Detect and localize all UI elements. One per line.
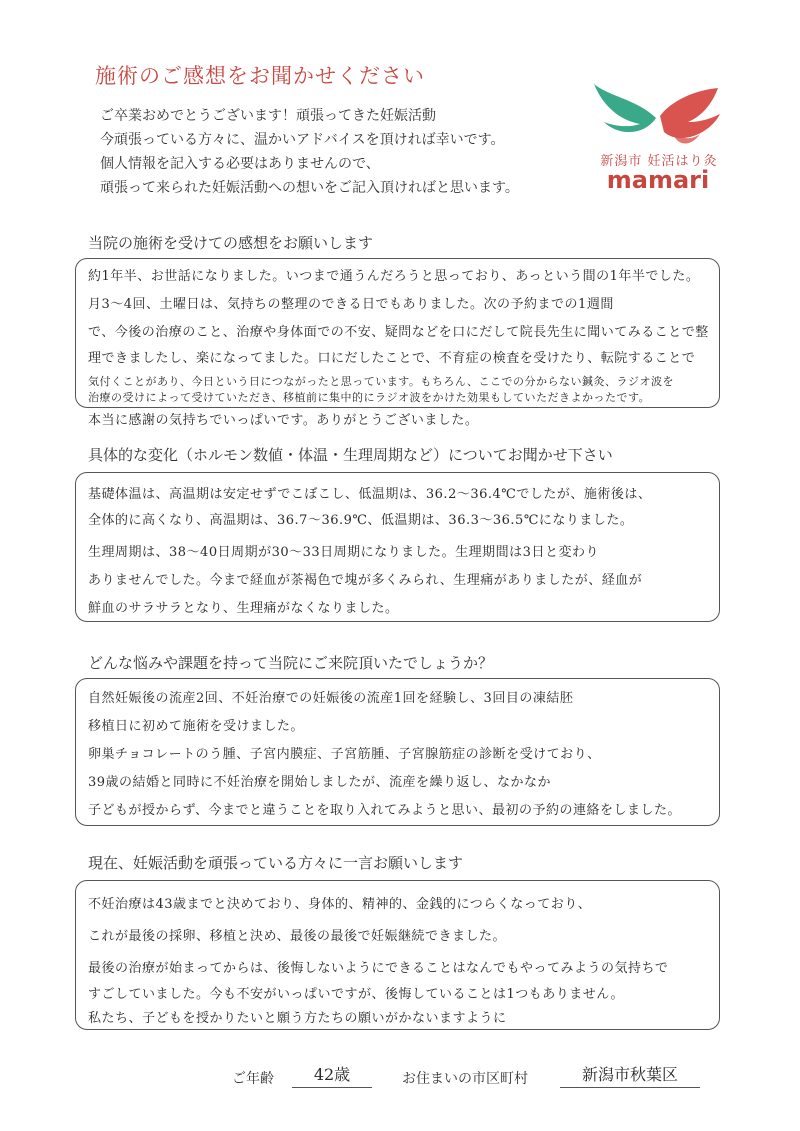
question-label: 現在、妊娠活動を頑張っている方々に一言お願いします (88, 854, 464, 872)
answer-line: 全体的に高くなり、高温期は、36.7〜36.9℃、低温期は、36.3〜36.5℃になりました。 (88, 513, 634, 528)
question-label: 当院の施術を受けての感想をお願いします (88, 234, 374, 252)
intro-line: 頑張って来られた妊娠活動への想いをご記入頂ければと思います。 (100, 180, 519, 196)
bird-wings-icon (588, 70, 728, 150)
answer-box (75, 472, 720, 622)
age-value: 42歳 (292, 1062, 372, 1088)
answer-line: で、今後の治療のこと、治療や身体面での不安、疑問などを口にだして院長先生に聞いてみることで整 (88, 325, 709, 340)
answer-line: 約1年半、お世話になりました。いつまで通うんだろうと思っており、あっという間の1年半でした。 (88, 269, 700, 284)
age-label: ご年齢 (232, 1071, 274, 1087)
answer-line: 鮮血のサラサラとなり、生理痛がなくなりました。 (88, 601, 399, 616)
answer-line: 最後の治療が始まってからは、後悔しないようにできることはなんでもやってみようの気持ちで (88, 961, 669, 976)
answer-line: 治療の受けによって受けていただき、移植前に集中的にラジオ波をかけた効果もしていただきよかったです。 (88, 391, 651, 404)
answer-line: 理できましたし、楽になってました。口にだしたことで、不育症の検査を受けたり、転院することで (88, 351, 696, 366)
answer-box (75, 880, 720, 1030)
intro-line: 今頑張っている方々に、温かいアドバイスを頂ければ幸いです。 (100, 132, 505, 148)
answer-box (75, 678, 720, 826)
logo-brand: mamari (606, 166, 710, 194)
answer-line: 気付くことがあり、今日という日につながったと思っています。もちろん、ここでの分からない鍼灸、ラジオ波を (88, 375, 675, 388)
answer-line: 私たち、子どもを授かりたいと願う方たちの願いがかないますように (88, 1011, 507, 1026)
answer-box (75, 258, 720, 408)
answer-line: 基礎体温は、高温期は安定せずでこぼこし、低温期は、36.2〜36.4℃でしたが、施術後は、 (88, 487, 652, 502)
address-label: お住まいの市区町村 (402, 1071, 528, 1087)
address-value: 新潟市秋葉区 (560, 1062, 700, 1088)
answer-line: 本当に感謝の気持ちでいっぱいです。ありがとうございました。 (88, 413, 479, 428)
answer-line: 移植日に初めて施術を受けました。 (88, 719, 305, 734)
answer-line: 卵巣チョコレートのう腫、子宮内膜症、子宮筋腫、子宮腺筋症の診断を受けており、 (88, 747, 601, 762)
answer-line: 不妊治療は43歳までと決めており、身体的、精神的、金銭的につらくなっており、 (88, 897, 592, 912)
answer-line: ありませんでした。今まで経血が茶褐色で塊が多くみられ、生理痛がありましたが、経血が (88, 573, 643, 588)
mamari-logo (578, 70, 738, 200)
answer-line: 子どもが授からず、今までと違うことを取り入れてみようと思い、最初の予約の連絡をしました。 (88, 803, 681, 818)
answer-line: 月3〜4回、土曜日は、気持ちの整理のできる日でもありました。次の予約までの1週間 (88, 297, 614, 312)
intro-line: 個人情報を記入する必要はありませんので、 (100, 156, 380, 172)
question-label: どんな悩みや課題を持って当院にご来院頂いたでしょうか？ (88, 654, 494, 672)
intro-text (100, 104, 519, 200)
answer-line: すごしていました。今も不安がいっぱいですが、後悔していることは1つもありません。 (88, 987, 625, 1002)
answer-line: 生理周期は、38〜40日周期が30〜33日周期になりました。生理期間は3日と変わり (88, 545, 599, 560)
answer-line: 39歳の結婚と同時に不妊治療を開始しましたが、流産を繰り返し、なかなか (88, 775, 552, 790)
intro-line: ご卒業おめでとうございます！頑張ってきた妊娠活動 (100, 108, 436, 124)
question-label: 具体的な変化（ホルモン数値・体温・生理周期など）についてお聞かせ下さい (88, 446, 613, 464)
logo-subtitle: 新潟市 妊活はり灸 (600, 154, 718, 169)
answer-line: 自然妊娠後の流産2回、不妊治療での妊娠後の流産1回を経験し、3回目の凍結胚 (88, 691, 574, 706)
form-title: 施術のご感想をお聞かせください (95, 64, 425, 88)
answer-line: これが最後の採卵、移植と決め、最後の最後で妊娠継続できました。 (88, 929, 506, 944)
